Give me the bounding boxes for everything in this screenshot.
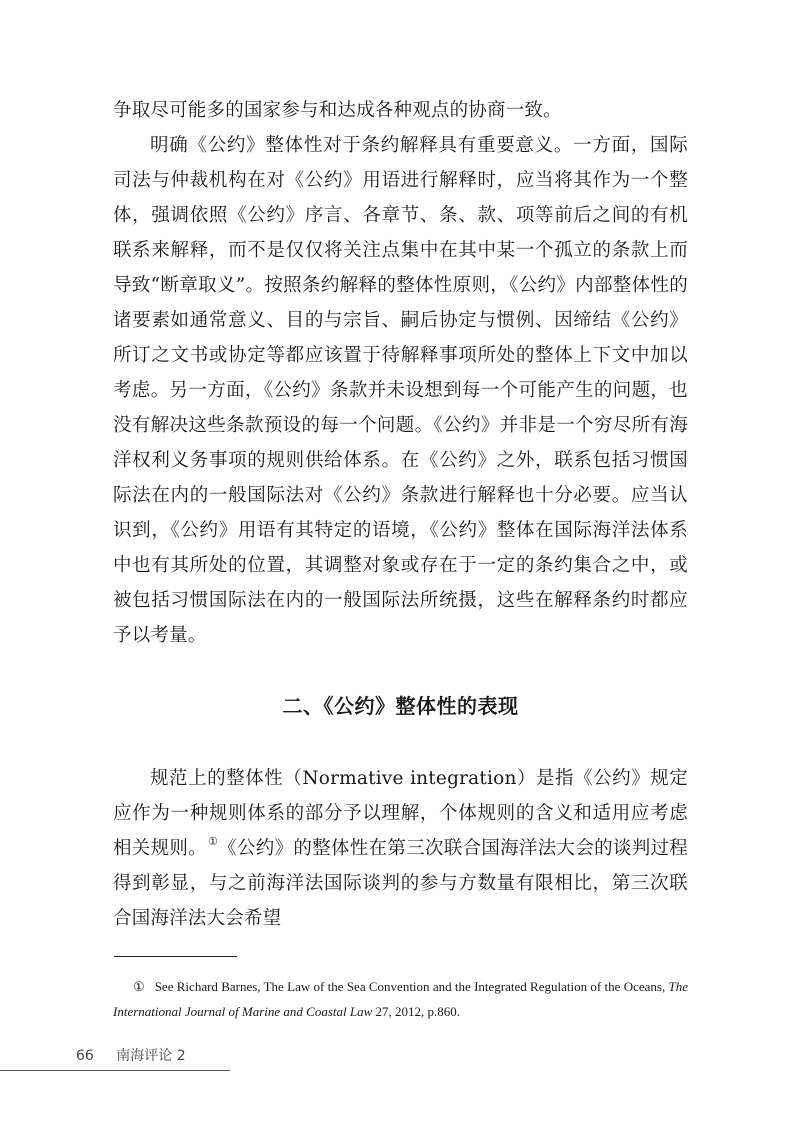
paragraph: 明确《公约》整体性对于条约解释具有重要意义。一方面，国际司法与仲裁机构在对《公约》用语进行解释时，应当将其作为一个整体，强调依照《公约》序言、各章节、条、款、项等前后之间的有机联系来解释，而不是仅仅将关注点集中在其中某一个孤立的条款上而导致“断章取义”。按照条约解释的整体性原则，《公约》内部整体性的诸要素如通常意义、目的与宗旨、嗣后协定与惯例、因缔结《公约》所订之文书或协定等都应该置于待解释事项所处的整体上下文中加以考虑。另一方面，《公约》条款并未设想到每一个可能产生的问题，也没有解决这些条款预设的每一个问题。《公约》并非是一个穷尽所有海洋权利义务事项的规则供给体系。在《公约》之外，联系包括习惯国际法在内的一般国际法对《公约》条款进行解释也十分必要。应当认识到，《公约》用语有其特定的语境，《公约》整体在国际海洋法体系中也有其所处的位置，其调整对象或存在于一定的条约集合之中，或被包括习惯国际法在内的一般国际法所统摄，这些在解释条约时都应予以考量。: [113, 135, 688, 646]
page-footer: [76, 1046, 186, 1066]
body-text-bottom: [113, 761, 688, 936]
footnote-reference[interactable]: ①: [208, 835, 219, 848]
footnote-journal-title: The International Journal of Marine and Coastal Law: [113, 979, 688, 1019]
body-text-top: [113, 93, 688, 653]
footnote-separator: [114, 956, 237, 957]
section-heading: 二、《公约》整体性的表现: [282, 694, 519, 718]
footnote-mark: ①: [133, 979, 145, 994]
paragraph-text-part-1: 规范上的整体性（Normative integration）是指《公约》规定应作为一种规则体系的部分予以理解，个体规则的含义和适用应考虑相关规则。: [113, 768, 688, 859]
footnote-text: See Richard Barnes, The Law of the Sea Convention and the Integrated Regulation of the Oceans,: [154, 979, 669, 994]
footnote: [113, 974, 688, 1024]
footer-rule: [0, 1070, 230, 1071]
paragraph-continuation: 争取尽可能多的国家参与和达成各种观点的协商一致。: [113, 100, 562, 121]
paragraph-text-part-2: 《公约》的整体性在第三次联合国海洋法大会的谈判过程得到彰显，与之前海洋法国际谈判的参与方数量有限相比，第三次联合国海洋法大会希望: [113, 838, 688, 929]
footnote-citation-tail: 27, 2012, p.860.: [372, 1004, 461, 1019]
page-number: 66: [76, 1048, 94, 1064]
paragraph: [113, 761, 688, 936]
publication-name: 南海评论 2: [116, 1048, 186, 1064]
